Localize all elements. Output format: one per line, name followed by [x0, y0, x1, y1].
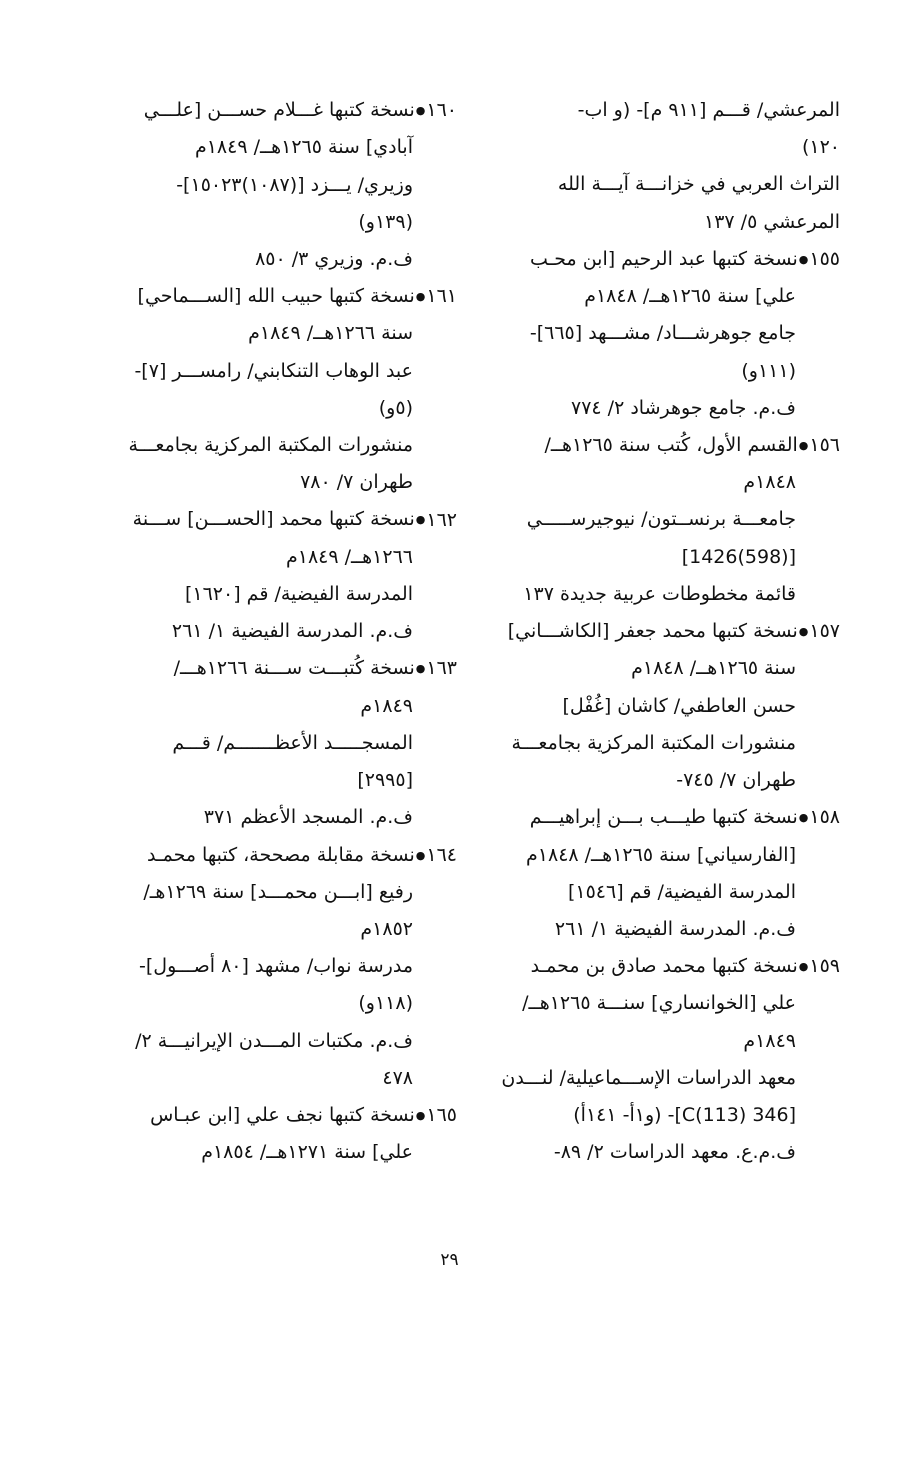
entry-text: نسخة كتبها محمد جعفر [الكاشـــاني]	[507, 620, 798, 643]
entry-text: نسخة كتبها محمد صادق بن محمـد	[530, 955, 798, 978]
catalog-entry-١٥٧	[500, 613, 840, 799]
bullet-icon: ●	[798, 252, 809, 266]
entry-line: ف.م. جامع جوهرشاد ٢/ ٧٧٤	[570, 396, 796, 419]
entry-line: المسجـــــد الأعظـــــــم/ قـــم	[172, 731, 413, 754]
entry-line: ف.م. وزيري ٣/ ٨٥٠	[255, 247, 413, 270]
entry-line: [٢٩٩٥]	[357, 769, 413, 792]
catalog-entry-١٦٠	[112, 92, 457, 278]
entry-line: المرعشي ٥/ ١٣٧	[704, 210, 840, 233]
entry-text: القسم الأول، كُتب سنة ١٢٦٥هــ/	[544, 434, 798, 457]
entry-first-line	[112, 650, 457, 687]
entry-line: قائمة مخطوطات عربية جديدة ١٣٧	[523, 582, 796, 605]
entry-text: نسخة كتبها طيـــب بـــن إبراهيـــم	[529, 806, 798, 829]
entry-line: (١٣٩و)	[358, 210, 413, 233]
bullet-icon: ●	[415, 513, 426, 527]
entry-line: (٥و)	[378, 396, 413, 419]
entry-first-line	[112, 837, 457, 874]
entry-line: [346 C(113)]- (و١أ- ١٤١أ)	[573, 1104, 796, 1127]
entry-line: طهران ٧/ ٧٤٥-	[676, 768, 796, 791]
entry-line: حسن العاطفي/ كاشان [غُفْل]	[562, 694, 796, 717]
bullet-icon: ●	[798, 811, 809, 825]
entry-line: علي] سنة ١٢٦٥هــ/ ١٨٤٨م	[584, 285, 796, 308]
left-column	[112, 92, 457, 1172]
entry-line: مدرسة نواب/ مشهد [٨٠ أصـــول]-	[139, 955, 413, 978]
entry-line: ١٢٠)	[801, 136, 840, 159]
bullet-icon: ●	[798, 438, 809, 452]
entry-number: ١٦٠	[426, 99, 457, 122]
entry-text: نسخة كتبها حبيب الله [الســـماحي]	[137, 285, 415, 308]
entry-first-line	[112, 92, 457, 129]
entry-text: نسخة كتبها محمد [الحســـن] ســـنة	[132, 508, 415, 531]
entry-number: ١٥٦	[809, 434, 840, 457]
entry-line: المدرسة الفيضية/ قم [١٦٢٠]	[184, 582, 413, 605]
catalog-entry-١٥٨	[500, 799, 840, 948]
entry-line: آبادي] سنة ١٢٦٥هــ/ ١٨٤٩م	[194, 136, 413, 159]
entry-line: عبد الوهاب التنكابني/ رامســـر [٧]-	[134, 359, 413, 382]
entry-first-line	[112, 1097, 457, 1134]
catalog-entry-١٦١	[112, 278, 457, 501]
entry-text: نسخة كُتبـــت ســـنة ١٢٦٦هـــ/	[173, 657, 415, 680]
entry-line: ١٢٦٦هــ/ ١٨٤٩م	[285, 545, 413, 568]
entry-number: ١٥٩	[809, 955, 840, 978]
bullet-icon: ●	[415, 290, 426, 304]
entry-number: ١٦٥	[426, 1104, 457, 1127]
entry-line: وزيري/ يـــزد [(١٠٨٧)١٥٠٢٣]-	[176, 173, 413, 196]
entry-number: ١٥٨	[809, 806, 840, 829]
page-number: ٢٩	[440, 1250, 459, 1270]
bullet-icon: ●	[798, 625, 809, 639]
entry-number: ١٦٤	[426, 843, 457, 866]
entry-number: ١٦٢	[426, 508, 457, 531]
entry-line: (١١١و)	[741, 359, 796, 382]
entry-number: ١٦٣	[426, 657, 457, 680]
entry-text: نسخة كتبها غـــلام حســـن [علـــي	[143, 99, 415, 122]
entry-line: (١١٨و)	[358, 992, 413, 1015]
entry-line: سنة ١٢٦٦هــ/ ١٨٤٩م	[248, 322, 413, 345]
entry-first-line	[500, 427, 840, 464]
catalog-entry-continuation	[500, 92, 840, 241]
entry-line: ١٨٤٨م	[743, 471, 796, 494]
entry-line: ف.م. المدرسة الفيضية ١/ ٢٦١	[171, 620, 413, 643]
entry-line: طهران ٧/ ٧٨٠	[300, 471, 413, 494]
entry-first-line	[112, 501, 457, 538]
entry-number: ١٥٥	[809, 247, 840, 270]
catalog-entry-١٥٦	[500, 427, 840, 613]
entry-line: المدرسة الفيضية/ قم [١٥٤٦]	[567, 880, 796, 903]
catalog-entry-١٦٢	[112, 501, 457, 650]
entry-line: التراث العربي في خزانـــة آيـــة الله	[557, 173, 840, 196]
entry-line: جامعـــة برنســتون/ نيوجيرســـــي	[526, 508, 796, 531]
bullet-icon: ●	[415, 104, 426, 117]
entry-text: نسخة كتبها عبد الرحيم [ابن محـب	[529, 247, 798, 270]
entry-line: ١٨٥٢م	[360, 918, 413, 941]
entry-line: ١٨٤٩م	[360, 694, 413, 717]
entry-line: علي [الخوانساري] سنـــة ١٢٦٥هــ/	[522, 992, 796, 1015]
entry-line: المرعشي/ قـــم [٩١١ م]- (و اب-	[577, 99, 840, 121]
bullet-icon: ●	[798, 960, 809, 974]
entry-line: ١٨٤٩م	[743, 1029, 796, 1052]
entry-first-line	[500, 799, 840, 836]
bullet-icon: ●	[415, 848, 426, 862]
entry-line: ٤٧٨	[382, 1066, 413, 1089]
entry-first-line	[500, 613, 840, 650]
entry-line: [(598)1426]	[681, 545, 796, 568]
entry-line: منشورات المكتبة المركزية بجامعـــة	[128, 434, 413, 457]
entry-line: [الفارسياني] سنة ١٢٦٥هــ/ ١٨٤٨م	[526, 843, 796, 866]
catalog-entry-١٥٩	[500, 948, 840, 1171]
bullet-icon: ●	[415, 1109, 426, 1123]
entry-line: رفيع [ابـــن محمـــد] سنة ١٢٦٩هـ/	[143, 880, 413, 903]
entry-first-line	[500, 948, 840, 985]
entry-line: ف.م. المدرسة الفيضية ١/ ٢٦١	[554, 917, 796, 940]
entry-line: ف.م. مكتبات المـــدن الإيرانيـــة ٢/	[135, 1029, 413, 1052]
catalog-entry-١٦٥	[112, 1097, 457, 1172]
entry-line: علي] سنة ١٢٧١هــ/ ١٨٥٤م	[201, 1141, 413, 1164]
entry-text: نسخة كتبها نجف علي [ابن عبـاس	[150, 1104, 415, 1127]
entry-text: نسخة مقابلة مصححة، كتبها محمـد	[147, 843, 415, 866]
entry-line: معهد الدراسات الإســـماعيلية/ لنـــدن	[501, 1066, 796, 1089]
entry-line: ف.م. المسجد الأعظم ٣٧١	[203, 806, 413, 829]
catalog-entry-١٥٥	[500, 241, 840, 427]
entry-line: جامع جوهرشـــاد/ مشـــهد [٦٦٥]-	[529, 322, 796, 345]
entry-first-line	[112, 278, 457, 315]
entry-line: سنة ١٢٦٥هــ/ ١٨٤٨م	[631, 657, 796, 680]
right-column	[500, 92, 840, 1171]
entry-line: ف.م.ع. معهد الدراسات ٢/ ٨٩-	[553, 1141, 796, 1164]
entry-number: ١٦١	[426, 285, 457, 308]
catalog-entry-١٦٣	[112, 650, 457, 836]
bullet-icon: ●	[415, 662, 426, 676]
entry-number: ١٥٧	[809, 620, 840, 643]
entry-line: منشورات المكتبة المركزية بجامعـــة	[511, 731, 796, 754]
catalog-entry-١٦٤	[112, 837, 457, 1098]
entry-first-line	[500, 241, 840, 278]
